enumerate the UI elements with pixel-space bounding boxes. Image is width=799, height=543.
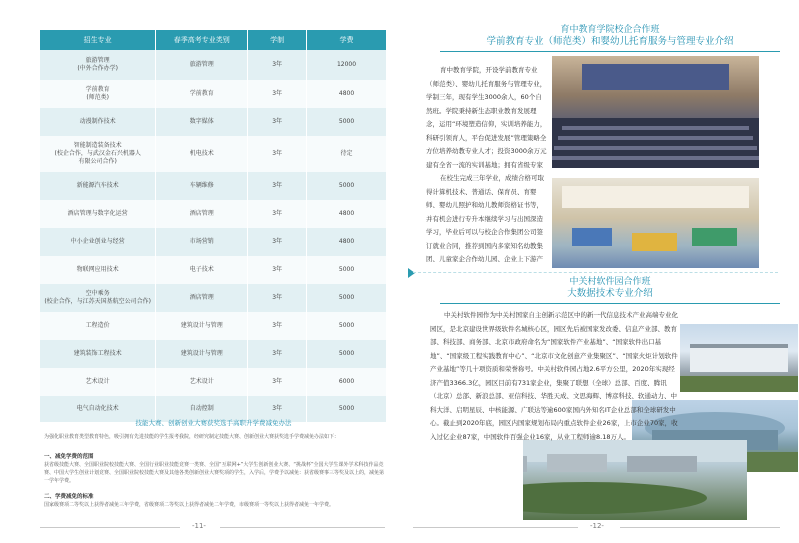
category-cell: 电子技术	[156, 256, 248, 284]
page-number-left: -11-	[192, 522, 206, 530]
major-cell: 酒店管理与数字化运营	[40, 200, 156, 228]
table-row	[40, 80, 387, 108]
category-cell: 酒店管理	[156, 200, 248, 228]
fee-cell: 5000	[307, 312, 387, 340]
building-facade	[690, 346, 788, 372]
category-cell: 车辆维修	[156, 172, 248, 200]
major-cell: 动漫制作技术	[40, 108, 156, 136]
table-row	[40, 368, 387, 396]
table-header-row	[40, 30, 387, 50]
fee-cell: 待定	[307, 136, 387, 172]
table-row	[40, 340, 387, 368]
category-cell: 自动控制	[156, 396, 248, 422]
majors-table	[40, 30, 387, 422]
major-cell: 空中乘务 (校企合作，与江苏天国基航空公司合作)	[40, 284, 156, 312]
major-cell: 物联网应用技术	[40, 256, 156, 284]
category-cell: 学前教育	[156, 80, 248, 108]
section1-para2: 在校生完成三年学业，成绩合格可取得计算机技术、普通话、保育员、育婴师、婴幼儿照护和幼儿教师资格证书等，并有机会进行专升本继续学习与出国深造学习，毕业后可以与校企合作集团公司签订就业合同，推荐到国内多家知名幼教集团、儿童家企合作幼儿园、企业上下游产	[426, 174, 544, 263]
page-number-right: -12-	[590, 522, 604, 530]
section1-title-line2: 学前教育专业（师范类）和婴幼儿托育服务与管理专业介绍	[486, 36, 734, 47]
seat-row	[562, 126, 749, 130]
header-major: 招生专业	[40, 30, 156, 50]
section2-text: 国家级赛项二等奖以上获得者减免三年学费，省级赛项二等奖以上获得者减免二年学费，市级赛项一等奖以上获得者减免一年学费。	[44, 502, 335, 508]
category-cell: 建筑设计与管理	[156, 312, 248, 340]
fee-cell: 5000	[307, 256, 387, 284]
years-cell: 3年	[248, 50, 307, 80]
header-years: 学制	[248, 30, 307, 50]
fee-cell: 12000	[307, 50, 387, 80]
building-illustration	[680, 324, 798, 392]
section1-title-block	[440, 25, 780, 47]
fee-cell: 4800	[307, 200, 387, 228]
years-cell: 3年	[248, 200, 307, 228]
major-cell: 工程造价	[40, 312, 156, 340]
category-cell: 旅游管理	[156, 50, 248, 80]
major-cell: 建筑装饰工程技术	[40, 340, 156, 368]
lawn	[680, 376, 798, 392]
major-cell: 中小企业创业与经营	[40, 228, 156, 256]
stage-screen	[582, 64, 729, 90]
major-cell: 智能制造装备技术 (校企合作，与武汉金石兴机器人 有限公司合作)	[40, 136, 156, 172]
fee-cell: 4800	[307, 80, 387, 108]
policy-heading: 技能大赛、创新创业大赛获奖选手高职升学费减免办法	[135, 419, 292, 427]
years-cell: 3年	[248, 312, 307, 340]
section1-title-line1: 育中教育学院校企合作班	[560, 25, 660, 35]
section1-text: 获省级技能大赛、全国职业院校技能大赛、全国行业职业技能竞赛一类赛、全国“互联网+”大学生创新创业大赛、“挑战杯”全国大学生课外学术科技作品竞赛、中国大学生创业计划竞赛、全国职业院校技能大赛及其他各类创新创业大赛奖项的学生，入学后，学费予以减免：获省级赛事三等奖及以上的，减免第一学年学费。	[44, 462, 385, 484]
years-cell: 3年	[248, 172, 307, 200]
category-cell: 数字媒体	[156, 108, 248, 136]
table-row	[40, 228, 387, 256]
section1-rule	[440, 51, 780, 52]
section2-title-line1: 中关村软件园合作班	[569, 277, 651, 287]
section1-title: 一、减免学费的范围	[44, 454, 94, 460]
major-cell: 学前教育 (师范类)	[40, 80, 156, 108]
years-cell: 3年	[248, 368, 307, 396]
left-page	[0, 0, 399, 543]
section1-para1: 育中教育学院，开设学前教育专业（师范类）、婴幼儿托育服务与管理专业，学制三年，现有学生3000余人，60个自然班。学院秉持新生态职业教育发展理念，运用“环境塑造信仰，实训培养能力，科研引领育人，平台促进发展”管理策略全方位培养幼教专业人才；投资3000余万元建有全省一流的实训基地；拥有省级专家	[426, 66, 547, 169]
years-cell: 3年	[248, 108, 307, 136]
fee-cell: 5000	[307, 340, 387, 368]
section2-title-line2: 大数据技术专业介绍	[567, 288, 653, 299]
major-cell: 电气自动化技术	[40, 396, 156, 422]
header-fee: 学费	[307, 30, 387, 50]
category-cell: 艺术设计	[156, 368, 248, 396]
classroom-illustration	[552, 178, 759, 268]
page-rule-left-a	[40, 527, 180, 528]
category-cell: 建筑设计与管理	[156, 340, 248, 368]
fee-cell: 5000	[307, 172, 387, 200]
years-cell: 3年	[248, 256, 307, 284]
section2-rule	[440, 303, 780, 304]
category-cell: 酒店管理	[156, 284, 248, 312]
seat-row	[558, 136, 753, 140]
category-cell: 市场营销	[156, 228, 248, 256]
years-cell: 3年	[248, 80, 307, 108]
seating-area	[552, 118, 759, 168]
table	[632, 233, 677, 251]
table-row	[40, 50, 387, 80]
fee-cell: 4800	[307, 228, 387, 256]
years-cell: 3年	[248, 136, 307, 172]
table-row	[40, 200, 387, 228]
building-roof	[690, 344, 788, 348]
page-rule-right-b	[620, 527, 780, 528]
table-body	[40, 50, 387, 422]
table-row	[40, 312, 387, 340]
building-photo	[680, 324, 798, 392]
table-row	[40, 172, 387, 200]
page-rule-left-b	[220, 527, 385, 528]
fee-cell: 5000	[307, 284, 387, 312]
category-cell: 机电技术	[156, 136, 248, 172]
section-divider	[413, 272, 778, 274]
table-row	[40, 108, 387, 136]
auditorium-illustration	[552, 56, 759, 168]
table	[692, 228, 737, 246]
fee-cell: 5000	[307, 108, 387, 136]
seat-row	[554, 146, 757, 150]
major-cell: 旅游管理 (中外合作办学)	[40, 50, 156, 80]
fee-cell: 6000	[307, 368, 387, 396]
classroom-photo	[552, 178, 759, 268]
section2-title-block	[440, 277, 780, 299]
seat-row	[552, 156, 759, 160]
section2-title: 二、学费减免的标准	[44, 494, 94, 500]
page-rule-right-a	[413, 527, 578, 528]
table	[572, 228, 612, 246]
years-cell: 3年	[248, 340, 307, 368]
major-cell: 艺术设计	[40, 368, 156, 396]
years-cell: 3年	[248, 228, 307, 256]
window-wall	[562, 186, 749, 208]
table-row	[40, 136, 387, 172]
table-row	[40, 284, 387, 312]
years-cell: 3年	[248, 284, 307, 312]
header-category: 春季高考专业类别	[156, 30, 248, 50]
auditorium-photo	[552, 56, 759, 168]
years-cell: 3年	[248, 396, 307, 422]
section2-para1: 中关村软件园作为中关村国家自主创新示范区中的新一代信息技术产业高端专业化园区，是北京建设世界级软件名城核心区，园区先后被国家发改委、信息产业部、教育部、科技部、商务部、北京市政府命名为“国家软件产业基地”、“国家软件出口基地”、“国家级工程实践教育中心”、“北京市文化创意产业集聚区”、“国家火炬计划软件产业基地”等几十项资质和荣誉称号。中关村软件园占地2.6平方公里，2020年实现经济产值3366.3亿，园区目前有731家企业，集聚了联想（全球）总部、百度、腾讯（北京）总部、新浪总部、亚信科技、华胜天成、文思海辉、博彦科技、软通动力、中科大洋、启明星辰、中核能源、广联达等逾600家国内外知名IT企业总部和全球研发中心。截止到2020年底，园区内国家规划布局内重点软件企业26家，上市企业70家，收入过亿企业87家，中国软件百强企业16家，从业工程师逾8.18万人。	[430, 311, 678, 441]
table-row	[40, 256, 387, 284]
policy-intro: 为强化职业教育类型教育特色，吸引拥有先进技能的学生报考我院，经研究制定技能大赛、创新创业大赛获奖选手学费减免办法如下：	[44, 434, 340, 440]
major-cell: 新能源汽车技术	[40, 172, 156, 200]
fee-cell: 5000	[307, 396, 387, 422]
